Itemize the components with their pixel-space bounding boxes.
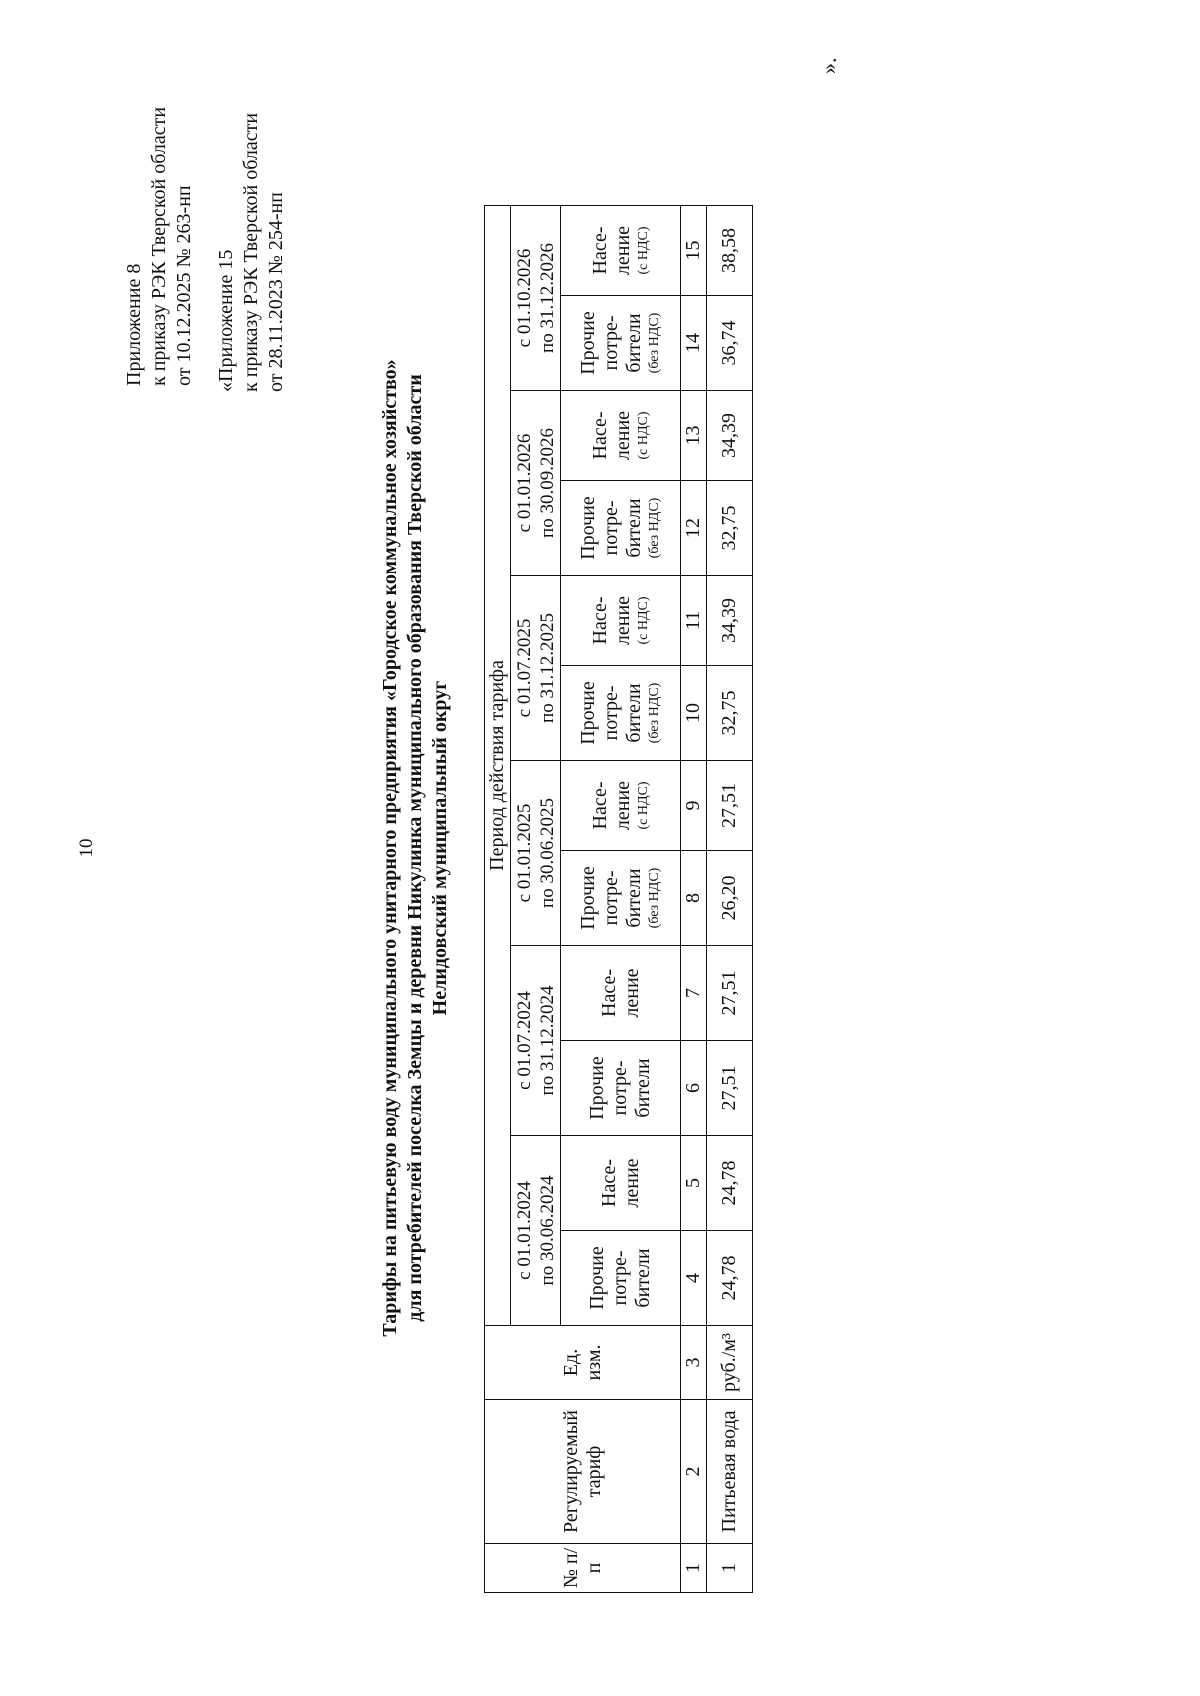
period-end: по 30.06.2025 [536,798,558,908]
period-end: по 31.12.2024 [536,985,558,1096]
index-cell: 15 [681,206,707,296]
period-header [511,761,561,946]
header-tariff: Регулируемый тариф [485,1400,681,1544]
subheader-label: Прочие потре-бители [577,496,645,560]
index-cell: 7 [681,946,707,1041]
appendix-previous [214,113,289,392]
subheader-population [561,946,681,1041]
subheader-label: Прочие потре-бители [577,311,645,375]
appendix-current-line: Приложение 8 [123,263,145,386]
period-end: по 31.12.2026 [536,243,558,353]
index-cell: 8 [681,851,707,946]
index-cell: 3 [681,1326,707,1400]
subheader-label: Насе-ление [588,225,634,276]
subheader-label: Прочие потре-бители [586,1056,654,1120]
index-cell: 1 [681,1544,707,1593]
appendix-current [122,107,197,386]
subheader-other [561,296,681,391]
vat-note: (без НДС) [647,312,662,374]
vat-note: (без НДС) [647,682,662,744]
index-cell: 14 [681,296,707,391]
index-cell: 10 [681,666,707,761]
subheader-label: Прочие потре-бители [586,1246,654,1310]
appendix-previous-line: от 28.11.2023 № 254-нп [265,192,287,392]
subheader-label: Насе-ление [588,410,634,461]
vat-note: (с НДС) [635,596,651,645]
value-cell: 32,75 [707,666,753,761]
period-header [511,206,561,391]
subheader-label: Прочие потре-бители [577,866,645,930]
subheader-population [561,391,681,481]
index-cell: 5 [681,1136,707,1231]
value-cell: 27,51 [707,1041,753,1136]
subheader-label: Насе-ление [597,1158,643,1208]
vat-note: (без НДС) [647,497,662,559]
appendix-current-line: к приказу РЭК Тверской области [148,106,170,386]
subheader-population [561,761,681,851]
subheader-label: Насе-ление [597,968,643,1018]
period-start: с 01.01.2024 [513,1181,535,1280]
subheader-label: Прочие потре-бители [577,681,645,745]
vat-note: (с НДС) [635,226,651,275]
vat-note: (без НДС) [647,867,662,929]
index-cell: 2 [681,1400,707,1544]
tariff-table [484,205,753,1593]
value-cell: 32,75 [707,481,753,576]
subheader-other [561,851,681,946]
value-cell: 38,58 [707,206,753,296]
period-end: по 31.12.2025 [536,613,558,723]
period-header [511,576,561,761]
index-cell: 13 [681,391,707,481]
subheader-other [561,666,681,761]
title-line: для потребителей поселка Земцы и деревни Никулинка муниципального образования Тверской области [404,374,426,1322]
period-start: с 01.01.2025 [513,803,535,903]
subheader-population [561,206,681,296]
appendix-previous-line: к приказу РЭК Тверской области [240,112,262,392]
period-start: с 01.07.2024 [513,991,535,1090]
index-row [681,206,707,1593]
subheader-other [561,481,681,576]
header-num: № п/п [485,1544,681,1593]
value-cell: 27,51 [707,761,753,851]
value-cell: 26,20 [707,851,753,946]
vat-note: (с НДС) [635,411,651,460]
value-cell: 36,74 [707,296,753,391]
title-line: Нелидовский муниципальный округ [429,680,451,1016]
period-end: по 30.06.2024 [536,1175,558,1286]
appendix-current-line: от 10.12.2025 № 263-нп [173,185,195,386]
header-period: Период действия тарифа [485,206,511,1326]
period-header [511,1136,561,1326]
subheader-other [561,1231,681,1326]
title-line: Тарифы на питьевую воду муниципального унитарного предприятия «Городское коммунальное хозяйство» [379,359,401,1337]
header-unit: Ед. изм. [485,1326,681,1400]
subheader-other [561,1041,681,1136]
value-cell: 27,51 [707,946,753,1041]
subheader-population [561,576,681,666]
value-cell: 24,78 [707,1136,753,1231]
value-cell: 24,78 [707,1231,753,1326]
row-unit: руб./м³ [707,1326,753,1400]
period-start: с 01.01.2026 [513,433,535,533]
index-cell: 6 [681,1041,707,1136]
row-name: Питьевая вода [707,1400,753,1544]
closing-mark: ». [816,57,841,74]
page-number: 10 [76,838,97,858]
index-cell: 11 [681,576,707,666]
period-start: с 01.07.2025 [513,618,535,718]
subheader-label: Насе-ление [588,780,634,831]
period-header [511,391,561,576]
subheader-population [561,1136,681,1231]
document-title [378,0,453,1696]
value-cell: 34,39 [707,576,753,666]
vat-note: (с НДС) [635,781,651,830]
table-row [707,206,753,1593]
index-cell: 4 [681,1231,707,1326]
index-cell: 12 [681,481,707,576]
subheader-label: Насе-ление [588,595,634,646]
row-num: 1 [707,1544,753,1593]
period-header [511,946,561,1136]
value-cell: 34,39 [707,391,753,481]
period-end: по 30.09.2026 [536,428,558,538]
index-cell: 9 [681,761,707,851]
period-start: с 01.10.2026 [513,248,535,348]
appendix-previous-line: «Приложение 15 [215,249,237,392]
